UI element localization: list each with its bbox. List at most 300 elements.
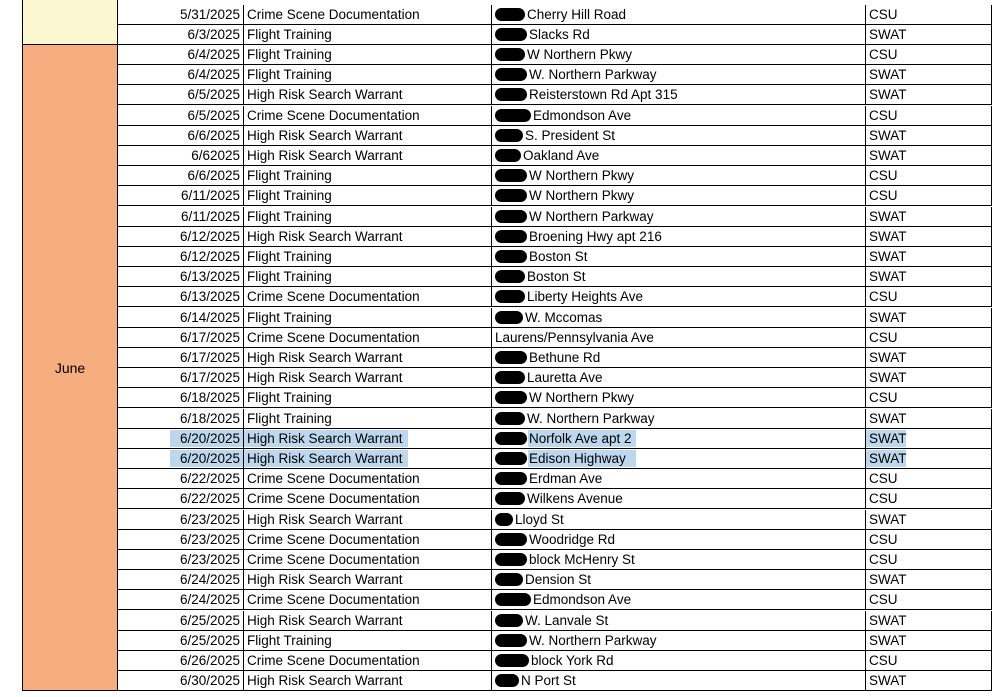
date-cell[interactable] [118,328,244,347]
location-cell[interactable] [492,429,866,448]
event-text: Crime Scene Documentation [247,471,420,487]
redaction-mark [495,674,519,687]
unit-cell[interactable] [866,510,992,529]
date-text: 5/31/2025 [179,6,240,22]
table-row[interactable] [118,308,992,328]
table-row[interactable] [118,65,992,85]
location-text: Norfolk Ave apt 2 [529,430,632,446]
date-cell[interactable] [118,570,244,589]
event-cell[interactable] [244,328,492,347]
date-cell[interactable] [118,530,244,549]
date-cell[interactable] [118,166,244,185]
date-cell[interactable] [118,85,244,104]
date-text: 6/20/2025 [179,430,240,446]
date-cell[interactable] [118,267,244,286]
redaction-mark [495,573,523,586]
redaction-mark [495,129,523,142]
location-cell[interactable] [492,308,866,327]
redaction-mark [495,351,527,364]
event-text: Crime Scene Documentation [247,531,420,547]
date-text: 6/25/2025 [179,632,240,648]
location-cell[interactable] [492,348,866,367]
date-text: 6/25/2025 [179,612,240,628]
date-text: 6/5/2025 [187,87,240,103]
unit-text: CSU [869,107,898,123]
unit-cell[interactable] [866,126,992,145]
event-text: Flight Training [247,188,332,204]
location-cell[interactable] [492,409,866,428]
location-text: Edmondson Ave [533,592,632,608]
table-row[interactable] [118,106,992,126]
date-text: 6/62025 [191,147,240,163]
location-cell[interactable] [492,267,866,286]
redaction-mark [495,533,527,546]
unit-text: SWAT [869,269,907,285]
unit-cell[interactable] [866,550,992,569]
date-cell[interactable] [118,510,244,529]
location-cell[interactable] [492,45,866,64]
unit-cell[interactable] [866,530,992,549]
event-text: High Risk Search Warrant [247,673,403,689]
unit-cell[interactable] [866,348,992,367]
unit-cell[interactable] [866,368,992,387]
unit-text: CSU [869,390,898,406]
location-cell[interactable] [492,287,866,306]
date-text: 6/13/2025 [179,289,240,305]
event-cell[interactable] [244,550,492,569]
unit-text: CSU [869,6,898,22]
unit-cell[interactable] [866,186,992,205]
unit-text: CSU [869,188,898,204]
event-text: High Risk Search Warrant [247,87,403,103]
event-text: Flight Training [247,26,332,42]
event-cell[interactable] [244,590,492,609]
event-text: High Risk Search Warrant [247,612,403,628]
location-cell[interactable] [492,126,866,145]
event-cell[interactable] [244,348,492,367]
location-text: Boston St [527,269,586,285]
event-cell[interactable] [244,227,492,246]
event-cell[interactable] [244,308,492,327]
location-cell[interactable] [492,207,866,226]
date-cell[interactable] [118,186,244,205]
event-cell[interactable] [244,85,492,104]
table-row[interactable] [118,45,992,65]
event-cell[interactable] [244,631,492,650]
table-row[interactable] [118,348,992,368]
date-cell[interactable] [118,348,244,367]
unit-text: CSU [869,531,898,547]
unit-cell[interactable] [866,85,992,104]
table-row[interactable] [118,489,992,509]
unit-cell[interactable] [866,45,992,64]
event-cell[interactable] [244,611,492,630]
unit-text: CSU [869,592,898,608]
event-text: Flight Training [247,390,332,406]
date-cell[interactable] [118,227,244,246]
date-cell[interactable] [118,469,244,488]
event-text: High Risk Search Warrant [247,127,403,143]
date-cell[interactable] [118,409,244,428]
date-cell[interactable] [118,25,244,44]
date-cell[interactable] [118,287,244,306]
event-text: Crime Scene Documentation [247,491,420,507]
event-cell[interactable] [244,409,492,428]
event-cell[interactable] [244,388,492,407]
event-cell[interactable] [244,651,492,670]
event-text: Flight Training [247,410,332,426]
redaction-mark [495,472,527,485]
event-cell[interactable] [244,429,492,448]
location-text: Oakland Ave [523,147,600,163]
event-cell[interactable] [244,126,492,145]
location-text: block McHenry St [529,551,635,567]
unit-text: CSU [869,491,898,507]
event-cell[interactable] [244,166,492,185]
redaction-mark [495,169,527,182]
date-cell[interactable] [118,106,244,125]
event-cell[interactable] [244,65,492,84]
table-row[interactable] [118,570,992,590]
event-cell[interactable] [244,489,492,508]
table-row[interactable] [118,631,992,651]
table-row[interactable] [118,328,992,348]
table-row[interactable] [118,25,992,45]
table-row[interactable] [118,530,992,550]
event-text: High Risk Search Warrant [247,349,403,365]
table-row[interactable] [118,469,992,489]
event-cell[interactable] [244,25,492,44]
unit-cell[interactable] [866,227,992,246]
event-text: High Risk Search Warrant [247,228,403,244]
unit-text: SWAT [869,228,907,244]
event-text: High Risk Search Warrant [247,572,403,588]
unit-text: SWAT [869,430,907,446]
event-cell[interactable] [244,368,492,387]
table-row[interactable] [118,368,992,388]
event-cell[interactable] [244,207,492,226]
event-cell[interactable] [244,287,492,306]
date-cell[interactable] [118,146,244,165]
redaction-mark [495,189,527,202]
event-cell[interactable] [244,267,492,286]
location-text: Wilkens Avenue [527,491,623,507]
table-row[interactable] [118,611,992,631]
location-text: Broening Hwy apt 216 [529,228,662,244]
redaction-mark [495,48,525,61]
location-cell[interactable] [492,328,866,347]
location-text: Slacks Rd [529,26,590,42]
event-text: Crime Scene Documentation [247,289,420,305]
unit-text: SWAT [869,127,907,143]
event-cell[interactable] [244,469,492,488]
unit-text: CSU [869,551,898,567]
location-cell[interactable] [492,388,866,407]
event-cell[interactable] [244,510,492,529]
location-text: W Northern Pkwy [529,188,635,204]
table-row[interactable] [118,590,992,610]
redaction-mark [495,371,525,384]
unit-cell[interactable] [866,489,992,508]
location-text: Cherry Hill Road [527,6,627,22]
unit-text: SWAT [869,572,907,588]
location-cell[interactable] [492,25,866,44]
date-cell[interactable] [118,590,244,609]
location-cell[interactable] [492,671,866,690]
unit-cell[interactable] [866,287,992,306]
location-cell[interactable] [492,5,866,24]
date-text: 6/12/2025 [179,248,240,264]
date-text: 6/22/2025 [179,491,240,507]
unit-cell[interactable] [866,671,992,690]
table-row[interactable] [118,651,992,671]
table-row[interactable] [118,247,992,267]
table-row[interactable] [118,146,992,166]
unit-cell[interactable] [866,5,992,24]
unit-cell[interactable] [866,247,992,266]
table-row[interactable] [118,409,992,429]
unit-text: SWAT [869,248,907,264]
location-cell[interactable] [492,590,866,609]
date-text: 6/24/2025 [179,572,240,588]
unit-text: SWAT [869,673,907,689]
location-cell[interactable] [492,651,866,670]
event-cell[interactable] [244,186,492,205]
table-row[interactable] [118,126,992,146]
unit-cell[interactable] [866,590,992,609]
location-cell[interactable] [492,530,866,549]
unit-cell[interactable] [866,25,992,44]
date-text: 6/12/2025 [179,228,240,244]
date-cell[interactable] [118,207,244,226]
location-cell[interactable] [492,489,866,508]
unit-text: SWAT [869,147,907,163]
date-cell[interactable] [118,5,244,24]
unit-cell[interactable] [866,631,992,650]
unit-text: SWAT [869,370,907,386]
event-cell[interactable] [244,45,492,64]
unit-cell[interactable] [866,469,992,488]
location-cell[interactable] [492,106,866,125]
event-text: Flight Training [247,168,332,184]
date-text: 6/18/2025 [179,390,240,406]
location-text: Bethune Rd [529,349,601,365]
location-cell[interactable] [492,570,866,589]
redaction-mark [495,391,527,404]
unit-cell[interactable] [866,388,992,407]
location-text: Reisterstown Rd Apt 315 [529,87,678,103]
location-cell[interactable] [492,146,866,165]
table-row[interactable] [118,207,992,227]
date-text: 6/4/2025 [187,46,240,62]
date-text: 6/23/2025 [179,511,240,527]
unit-cell[interactable] [866,106,992,125]
event-text: High Risk Search Warrant [247,450,403,466]
unit-text: SWAT [869,612,907,628]
table-row[interactable] [118,671,992,691]
unit-text: CSU [869,471,898,487]
unit-cell[interactable] [866,611,992,630]
location-cell[interactable] [492,85,866,104]
location-cell[interactable] [492,631,866,650]
location-text: W. Lanvale St [525,612,609,628]
date-cell[interactable] [118,489,244,508]
unit-cell[interactable] [866,328,992,347]
event-cell[interactable] [244,671,492,690]
unit-text: SWAT [869,349,907,365]
location-cell[interactable] [492,449,866,468]
location-text: N Port St [521,673,576,689]
event-cell[interactable] [244,106,492,125]
date-text: 6/17/2025 [179,370,240,386]
location-text: W. Northern Parkway [529,632,657,648]
unit-text: SWAT [869,309,907,325]
redaction-mark [495,230,527,243]
date-cell[interactable] [118,449,244,468]
table-row[interactable] [118,186,992,206]
location-text: Boston St [529,248,588,264]
date-text: 6/30/2025 [179,673,240,689]
table-row[interactable] [118,85,992,105]
location-text: W. Northern Parkway [529,67,657,83]
date-text: 6/6/2025 [187,127,240,143]
event-text: High Risk Search Warrant [247,370,403,386]
location-cell[interactable] [492,186,866,205]
table-row[interactable] [118,227,992,247]
location-text: W. Northern Parkway [527,410,655,426]
event-text: Crime Scene Documentation [247,551,420,567]
unit-text: SWAT [869,410,907,426]
date-text: 6/13/2025 [179,269,240,285]
month-label-june: June [54,359,86,376]
location-cell[interactable] [492,469,866,488]
date-cell[interactable] [118,429,244,448]
unit-cell[interactable] [866,166,992,185]
table-row[interactable] [118,5,992,25]
unit-cell[interactable] [866,429,992,448]
event-cell[interactable] [244,247,492,266]
location-cell[interactable] [492,368,866,387]
location-text: Woodridge Rd [529,531,616,547]
table-row[interactable] [118,166,992,186]
redaction-mark [495,68,527,81]
table-row[interactable] [118,267,992,287]
unit-text: SWAT [869,450,907,466]
event-cell[interactable] [244,530,492,549]
unit-cell[interactable] [866,267,992,286]
date-cell[interactable] [118,631,244,650]
date-text: 6/23/2025 [179,551,240,567]
table-row[interactable] [118,550,992,570]
redaction-mark [495,614,523,627]
date-text: 6/26/2025 [179,652,240,668]
redaction-mark [495,28,527,41]
date-cell[interactable] [118,611,244,630]
date-text: 6/18/2025 [179,410,240,426]
date-cell[interactable] [118,247,244,266]
unit-text: SWAT [869,632,907,648]
event-text: Flight Training [247,248,332,264]
event-cell[interactable] [244,570,492,589]
month-cell-june[interactable] [22,45,118,691]
event-text: Flight Training [247,67,332,83]
location-cell[interactable] [492,611,866,630]
redaction-mark [495,432,527,445]
month-cell-may[interactable] [22,0,118,45]
table-row[interactable] [118,388,992,408]
date-text: 6/23/2025 [179,531,240,547]
unit-cell[interactable] [866,308,992,327]
event-text: Crime Scene Documentation [247,652,420,668]
redaction-mark [495,412,525,425]
table-row[interactable] [118,429,992,449]
location-text: Edison Highway [529,450,626,466]
table-row[interactable] [118,287,992,307]
date-text: 6/11/2025 [180,188,240,204]
unit-cell[interactable] [866,570,992,589]
redaction-mark [495,8,525,21]
date-cell[interactable] [118,126,244,145]
date-text: 6/22/2025 [179,471,240,487]
unit-cell[interactable] [866,449,992,468]
date-text: 6/3/2025 [187,26,240,42]
redaction-mark [495,250,527,263]
table-row[interactable] [118,510,992,530]
date-cell[interactable] [118,65,244,84]
table-row[interactable] [118,449,992,469]
location-cell[interactable] [492,550,866,569]
unit-cell[interactable] [866,409,992,428]
redaction-mark [495,452,527,465]
unit-text: CSU [869,652,898,668]
unit-cell[interactable] [866,207,992,226]
location-text: Lloyd St [515,511,564,527]
event-cell[interactable] [244,146,492,165]
unit-cell[interactable] [866,65,992,84]
location-cell[interactable] [492,247,866,266]
unit-text: SWAT [869,67,907,83]
date-cell[interactable] [118,651,244,670]
date-cell[interactable] [118,550,244,569]
unit-cell[interactable] [866,146,992,165]
date-cell[interactable] [118,368,244,387]
location-cell[interactable] [492,510,866,529]
event-text: High Risk Search Warrant [247,430,403,446]
location-cell[interactable] [492,166,866,185]
location-text: W Northern Pkwy [529,390,635,406]
unit-text: SWAT [869,208,907,224]
date-text: 6/24/2025 [179,592,240,608]
date-cell[interactable] [118,671,244,690]
event-cell[interactable] [244,5,492,24]
unit-cell[interactable] [866,651,992,670]
redaction-mark [495,553,527,566]
location-text: Dension St [525,572,592,588]
date-cell[interactable] [118,388,244,407]
date-cell[interactable] [118,45,244,64]
redaction-mark [495,88,527,101]
redaction-mark [495,290,525,303]
location-cell[interactable] [492,227,866,246]
event-cell[interactable] [244,449,492,468]
location-cell[interactable] [492,65,866,84]
unit-text: CSU [869,46,898,62]
location-text: Laurens/Pennsylvania Ave [495,329,654,345]
date-cell[interactable] [118,308,244,327]
redaction-mark [495,593,531,606]
location-text: block York Rd [531,652,614,668]
location-text: Erdman Ave [529,471,603,487]
